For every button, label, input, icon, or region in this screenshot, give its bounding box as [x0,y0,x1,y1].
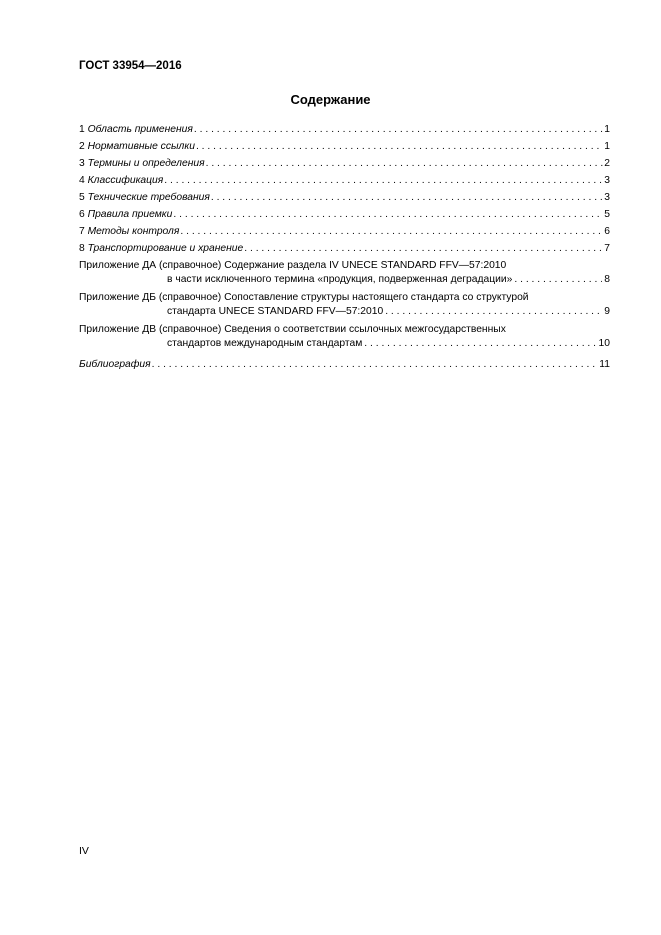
toc-entry-5[interactable] [79,188,610,205]
table-of-contents [79,120,610,372]
toc-page-number: 11 [599,359,610,370]
appendix-title-line: Приложение ДБ (справочное) Сопоставление структуры настоящего стандарта со структурой [79,292,529,303]
document-header: ГОСТ 33954—2016 [79,60,182,72]
leader-dots [364,337,596,351]
toc-entry-title: Технические требования [87,192,210,203]
toc-entry-number: 6 [79,209,85,220]
toc-entry-1[interactable] [79,120,610,137]
toc-entry-6[interactable] [79,205,610,222]
toc-page-number: 2 [604,158,610,169]
toc-page-number: 8 [604,274,610,285]
toc-page-number: 7 [604,243,610,254]
leader-dots [180,225,603,239]
toc-appendix-db[interactable] [79,291,610,319]
toc-entry-title: Правила приемки [87,209,173,220]
leader-dots [164,174,603,188]
toc-page-number: 5 [604,209,610,220]
toc-entry-title: Термины и определения [87,158,205,169]
toc-entry-number: 2 [79,141,85,152]
toc-entry-title: Нормативные ссылки [87,141,195,152]
leader-dots [196,140,603,154]
toc-page-number: 1 [604,141,610,152]
appendix-title-continuation: в части исключенного термина «продукция, подверженная деградации» [167,274,513,285]
toc-entry-number [79,225,179,239]
leader-dots [206,157,604,171]
page-title: Содержание [290,92,371,107]
toc-entry-number [79,140,195,154]
toc-entry-number [79,174,163,188]
toc-entry-7[interactable] [79,222,610,239]
appendix-title-continuation: стандартов международным стандартам [167,338,363,349]
toc-entry-number: 5 [79,192,85,203]
toc-page-number: 3 [604,175,610,186]
toc-appendix-dv[interactable] [79,323,610,351]
toc-page-number: 9 [604,306,610,317]
appendix-title-continuation: стандарта UNECE STANDARD FFV—57:2010 [167,306,384,317]
toc-entry-number [79,157,205,171]
toc-entry-title: Транспортирование и хранение [87,243,244,254]
toc-entry-number [79,191,210,205]
toc-page-number: 6 [604,226,610,237]
appendix-title-line: Приложение ДВ (справочное) Сведения о соответствии ссылочных межгосударственных [79,324,506,335]
leader-dots [173,208,603,222]
leader-dots [211,191,603,205]
toc-entry-number [79,123,193,137]
toc-entry-title: Классификация [87,175,164,186]
toc-entry-number [79,208,172,222]
toc-entry-number: 8 [79,243,85,254]
leader-dots [194,123,603,137]
toc-entry-4[interactable] [79,171,610,188]
appendix-title-line: Приложение ДА (справочное) Содержание раздела IV UNECE STANDARD FFV—57:2010 [79,260,507,271]
toc-entry-title: Методы контроля [87,226,180,237]
leader-dots [244,242,603,256]
toc-entry-number: 1 [79,124,85,135]
toc-entry-bibliography[interactable] [79,355,610,372]
leader-dots [514,273,602,287]
toc-entry-title: Область применения [87,124,193,135]
toc-page-number: 10 [598,338,610,349]
toc-entry-title: Библиография [79,359,151,370]
leader-dots [385,305,602,319]
page-number: IV [79,845,89,857]
toc-entry-number: 7 [79,226,85,237]
leader-dots [152,358,599,372]
toc-entry-number: 4 [79,175,85,186]
toc-entry-number [79,242,243,256]
toc-appendix-da[interactable] [79,259,610,287]
toc-entry-8[interactable] [79,239,610,256]
toc-page-number: 1 [604,124,610,135]
toc-page-number: 3 [604,192,610,203]
toc-entry-number: 3 [79,158,85,169]
toc-entry-3[interactable] [79,154,610,171]
toc-entry-2[interactable] [79,137,610,154]
